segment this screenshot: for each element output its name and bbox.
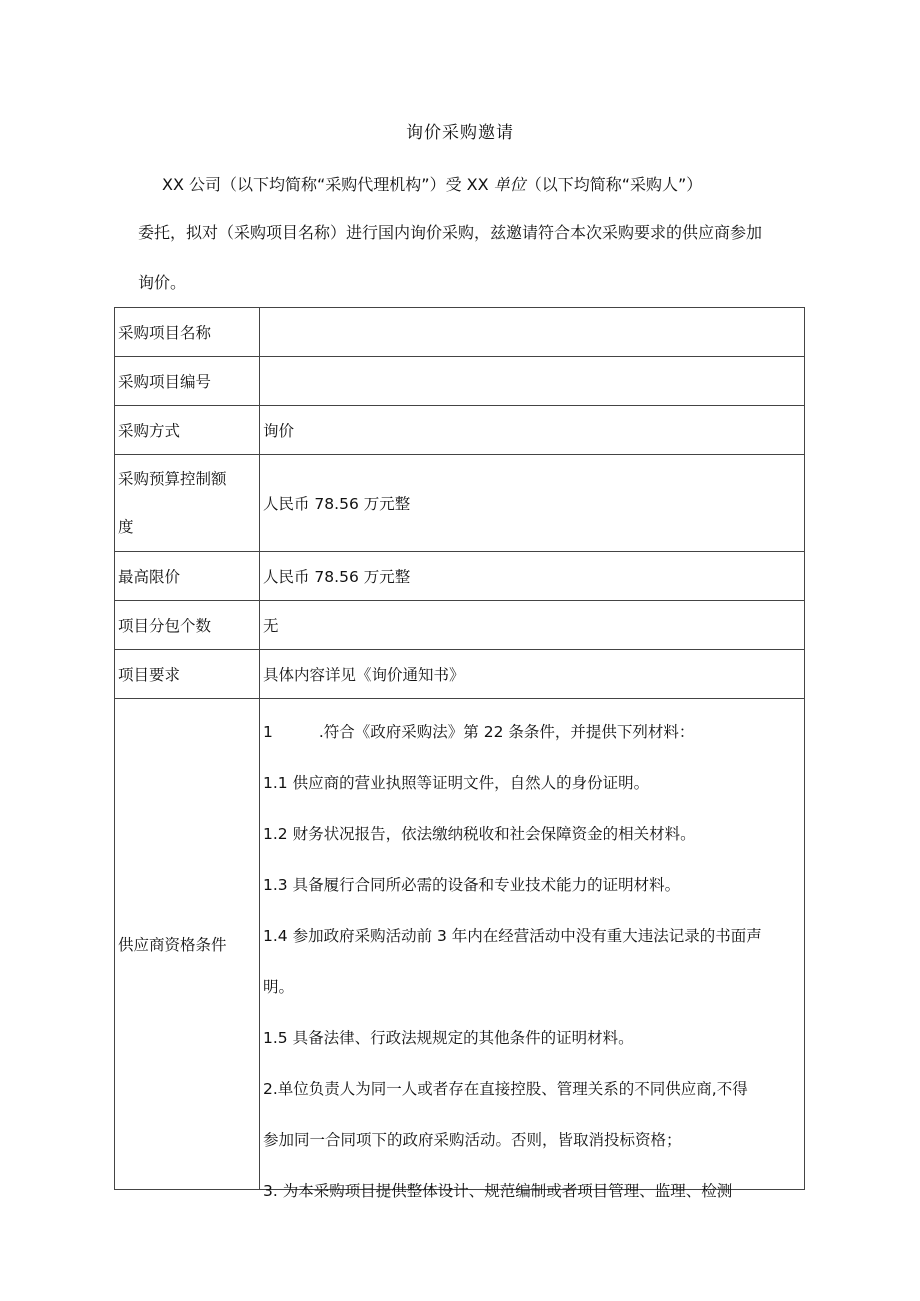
condition-line: 2.单位负责人为同一人或者存在直接控股、管理关系的不同供应商,不得 — [263, 1080, 748, 1098]
row-label: 项目要求 — [115, 650, 260, 699]
purchaser-unit: 单位 — [493, 175, 526, 194]
row-label: 采购预算控制额 度 — [115, 455, 260, 552]
table-row — [115, 308, 805, 357]
table-row — [115, 406, 805, 455]
qualification-conditions — [260, 699, 805, 1200]
condition-line: 1.1 供应商的营业执照等证明文件，自然人的身份证明。 — [263, 774, 650, 792]
qualification-label: 供应商资格条件 — [115, 699, 260, 1190]
intro-line-3: 询价。 — [138, 273, 187, 292]
condition-line: 1.3 具备履行合同所必需的设备和专业技术能力的证明材料。 — [263, 876, 681, 894]
table-row — [115, 699, 805, 1190]
condition-line: 1.2 财务状况报告，依法缴纳税收和社会保障资金的相关材料。 — [263, 825, 696, 843]
condition-line: 1.5 具备法律、行政法规规定的其他条件的证明材料。 — [263, 1029, 634, 1047]
table-row — [115, 650, 805, 699]
procurement-table — [114, 307, 805, 1200]
row-value: 无 — [260, 601, 805, 650]
row-value: 具体内容详见《询价通知书》 — [260, 650, 805, 699]
condition-line: 参加同一合同项下的政府采购活动。否则，皆取消投标资格； — [263, 1131, 682, 1149]
table-row — [115, 357, 805, 406]
row-label: 采购方式 — [115, 406, 260, 455]
row-label: 项目分包个数 — [115, 601, 260, 650]
row-value — [260, 308, 805, 357]
intro-line-2: 委托，拟对（采购项目名称）进行国内询价采购，兹邀请符合本次采购要求的供应商参加 — [138, 223, 763, 242]
row-label: 采购项目编号 — [115, 357, 260, 406]
row-value: 人民币 78.56 万元整 — [260, 455, 805, 552]
document-title: 询价采购邀请 — [406, 123, 514, 143]
intro-line-1: XX 公司（以下均简称“采购代理机构”）受 XX 单位（以下均简称“采购人”） — [162, 175, 703, 194]
condition-line: 3. 为本采购项目提供整体设计、规范编制或者项目管理、监理、检测 — [263, 1182, 733, 1200]
row-value: 人民币 78.56 万元整 — [260, 552, 805, 601]
row-label: 最高限价 — [115, 552, 260, 601]
row-value: 询价 — [260, 406, 805, 455]
row-label: 采购项目名称 — [115, 308, 260, 357]
table-row — [115, 601, 805, 650]
table-row — [115, 455, 805, 552]
condition-line: 1.4 参加政府采购活动前 3 年内在经营活动中没有重大违法记录的书面声 — [263, 927, 762, 945]
condition-line: 明。 — [263, 978, 295, 996]
condition-line: 1 .符合《政府采购法》第 22 条条件，并提供下列材料： — [263, 723, 695, 741]
table-row — [115, 552, 805, 601]
row-value — [260, 357, 805, 406]
